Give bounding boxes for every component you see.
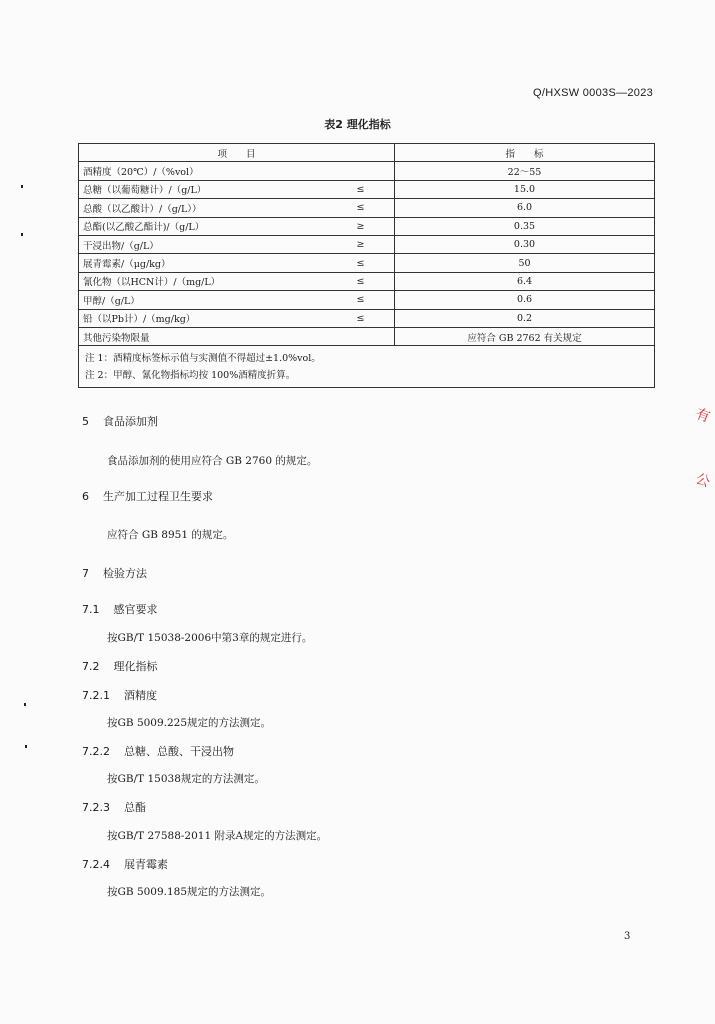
- section-title: 生产加工过程卫生要求: [103, 490, 213, 503]
- row-item: 展青霉素/（μg/kg）: [79, 254, 349, 272]
- row-value: 15.0: [395, 180, 655, 198]
- section-7-2-2-heading: [82, 743, 234, 759]
- section-6-heading: [82, 488, 213, 504]
- row-value: 0.35: [395, 217, 655, 235]
- section-7-2-1-heading: [82, 687, 157, 703]
- table-row: [79, 235, 655, 253]
- table-note: 注 1：酒精度标签标示值与实测值不得超过±1.0%vol。: [85, 353, 321, 365]
- table-row: [79, 199, 655, 217]
- section-number: 7.2.3: [82, 801, 110, 814]
- section-7-1-text: 按GB/T 15038-2006中第3章的规定进行。: [107, 632, 313, 644]
- scan-speck: [25, 745, 27, 748]
- section-7-2-4-text: 按GB 5009.185规定的方法测定。: [107, 886, 272, 898]
- section-number: 5: [82, 415, 89, 428]
- row-value: 应符合 GB 2762 有关规定: [395, 327, 655, 345]
- row-item: 总糖（以葡萄糖计）/（g/L）: [79, 180, 349, 198]
- row-value: 6.4: [395, 272, 655, 290]
- section-7-2-3-heading: [82, 799, 146, 815]
- row-operator: ≤: [349, 254, 395, 272]
- row-item: 酒精度（20℃）/（%vol）: [79, 162, 349, 180]
- section-7-heading: [82, 565, 147, 581]
- table-row: [79, 291, 655, 309]
- section-number: 6: [82, 490, 89, 503]
- section-number: 7.2.4: [82, 858, 110, 871]
- red-seal-fragment-2: 公: [693, 471, 712, 491]
- standard-number: Q/HXSW 0003S—2023: [533, 87, 654, 99]
- table-note: 注 2：甲醇、氰化物指标均按 100%酒精度折算。: [85, 370, 296, 382]
- physicochemical-table: [78, 143, 655, 388]
- table-notes: [79, 346, 655, 388]
- table-title: 表2 理化指标: [324, 118, 391, 131]
- row-item: 总酸（以乙酸计）/（g/L））: [79, 199, 349, 217]
- row-item: 铅（以Pb计）/（mg/kg）: [79, 309, 349, 327]
- row-operator: ≥: [349, 217, 395, 235]
- row-value: 0.6: [395, 291, 655, 309]
- row-item: 总酯(以乙酸乙酯计)/（g/L）: [79, 217, 349, 235]
- section-title: 展青霉素: [124, 858, 168, 871]
- header-item: 项 目: [79, 144, 395, 162]
- row-operator: ≤: [349, 199, 395, 217]
- table-row: [79, 327, 655, 345]
- scan-speck: [24, 703, 26, 706]
- section-5-heading: [82, 413, 158, 429]
- header-value: 指 标: [395, 144, 655, 162]
- row-value: 6.0: [395, 199, 655, 217]
- section-title: 食品添加剂: [103, 415, 158, 428]
- section-title: 总糖、总酸、干浸出物: [124, 745, 234, 758]
- section-7-2-heading: [82, 658, 158, 674]
- table-row: [79, 180, 655, 198]
- section-5-text: 食品添加剂的使用应符合 GB 2760 的规定。: [107, 455, 318, 467]
- section-title: 感官要求: [113, 603, 158, 616]
- table-row: [79, 254, 655, 272]
- section-7-2-2-text: 按GB/T 15038规定的方法测定。: [107, 773, 265, 785]
- section-7-2-4-heading: [82, 856, 168, 872]
- row-operator: [349, 327, 395, 345]
- section-title: 检验方法: [103, 567, 147, 580]
- scan-speck: [21, 233, 23, 236]
- row-item: 氰化物（以HCN计）/（mg/L）: [79, 272, 349, 290]
- row-item: 其他污染物限量: [79, 327, 349, 345]
- table-row: [79, 162, 655, 180]
- page-number: 3: [624, 931, 631, 942]
- table-notes-row: [79, 346, 655, 388]
- row-operator: ≤: [349, 309, 395, 327]
- row-operator: ≥: [349, 235, 395, 253]
- red-seal-fragment-1: 有: [693, 406, 712, 426]
- row-value: 0.2: [395, 309, 655, 327]
- row-operator: ≤: [349, 291, 395, 309]
- section-6-text: 应符合 GB 8951 的规定。: [107, 529, 234, 541]
- scan-speck: [21, 185, 23, 188]
- section-7-2-1-text: 按GB 5009.225规定的方法测定。: [107, 717, 272, 729]
- row-operator: ≤: [349, 272, 395, 290]
- table-row: [79, 217, 655, 235]
- section-number: 7.2: [82, 660, 100, 673]
- table-row: [79, 309, 655, 327]
- row-item: 甲醇/（g/L）: [79, 291, 349, 309]
- section-title: 总酯: [124, 801, 146, 814]
- row-value: 50: [395, 254, 655, 272]
- section-number: 7.1: [82, 603, 100, 616]
- row-operator: ≤: [349, 180, 395, 198]
- row-operator: [349, 162, 395, 180]
- section-7-2-3-text: 按GB/T 27588-2011 附录A规定的方法测定。: [107, 830, 328, 842]
- section-number: 7: [82, 567, 89, 580]
- row-value: 22～55: [395, 162, 655, 180]
- row-item: 干浸出物/（g/L）: [79, 235, 349, 253]
- section-number: 7.2.1: [82, 689, 110, 702]
- section-title: 酒精度: [124, 689, 157, 702]
- table-row: [79, 272, 655, 290]
- section-7-1-heading: [82, 601, 158, 617]
- section-title: 理化指标: [113, 660, 158, 673]
- table-header-row: [79, 144, 655, 162]
- row-value: 0.30: [395, 235, 655, 253]
- section-number: 7.2.2: [82, 745, 110, 758]
